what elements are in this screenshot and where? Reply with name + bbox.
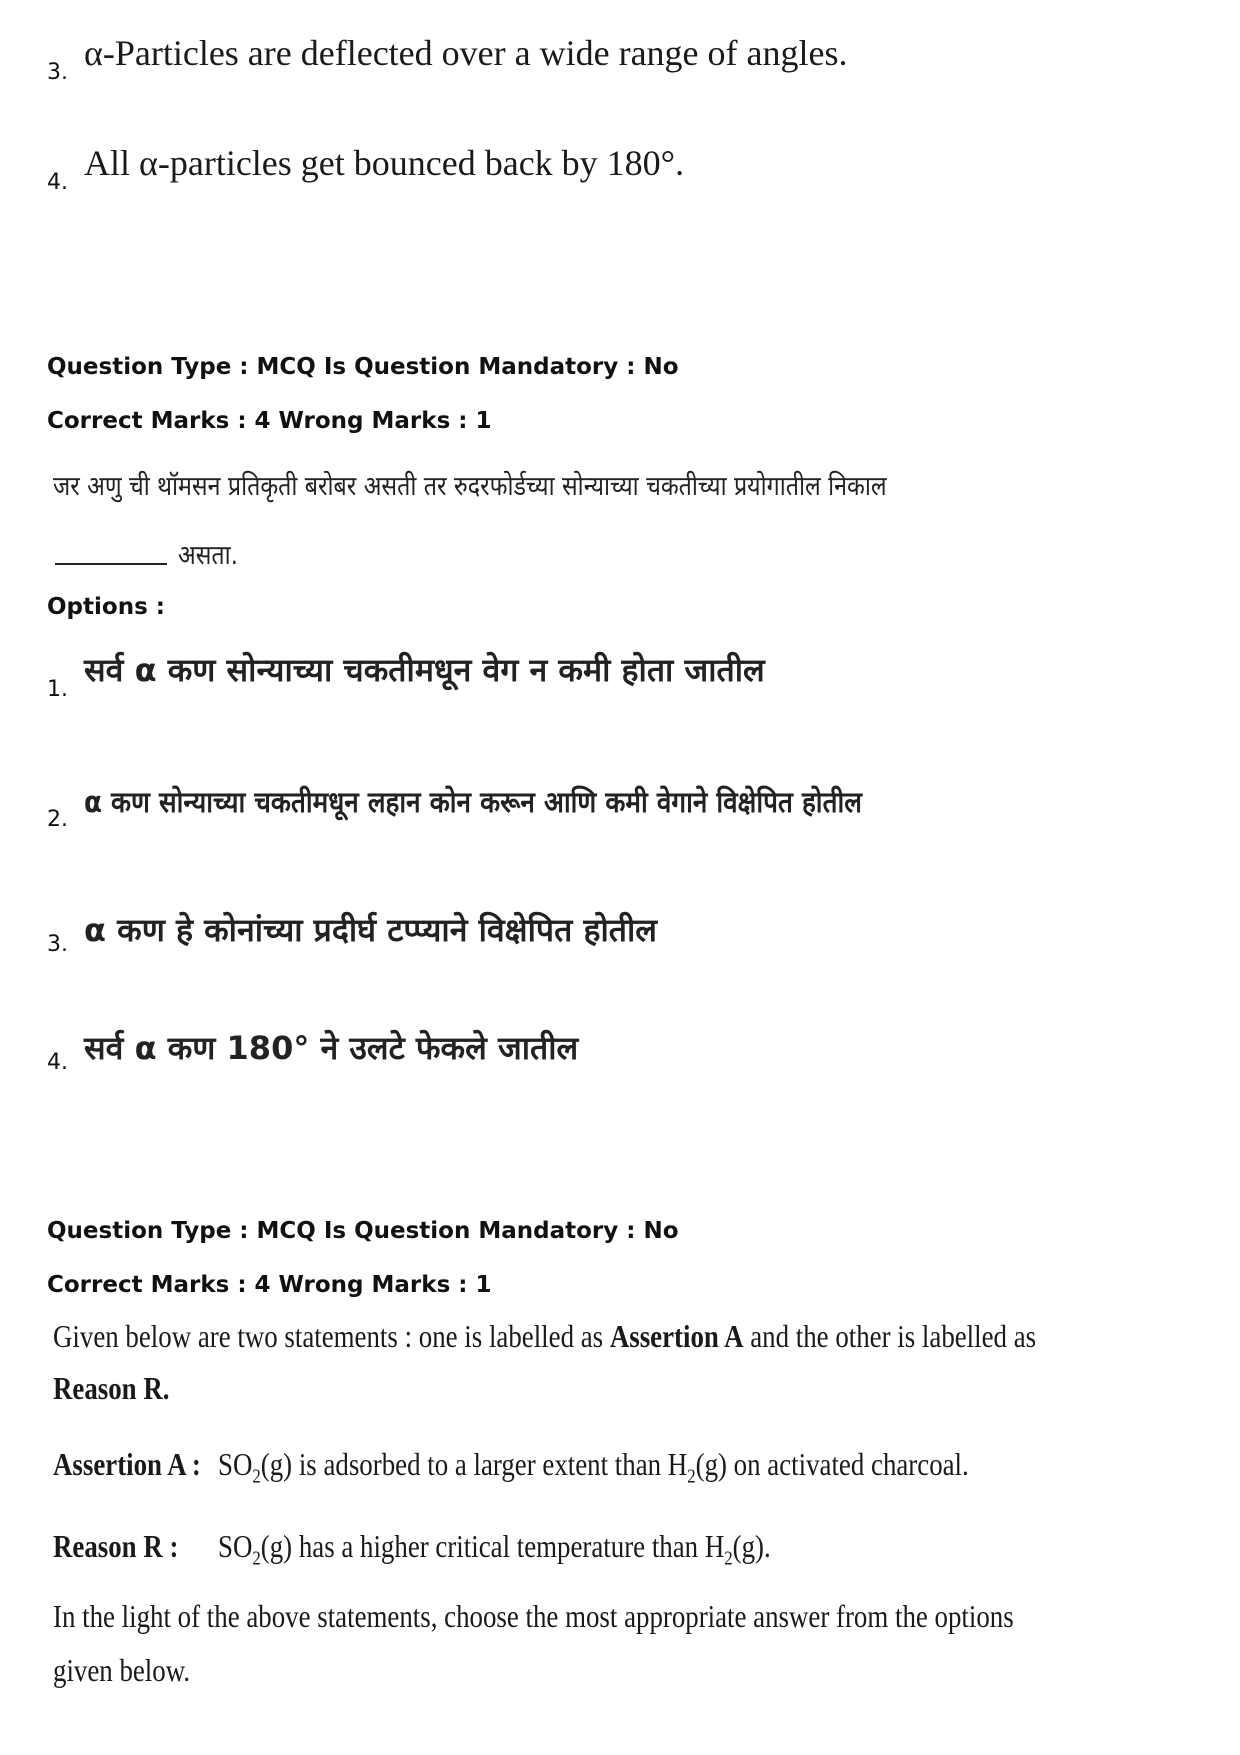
assertion-text: $SO_2(g)$ is adsorbed to a larger extent than $H_2(g)$ on activated charcoal. bbox=[218, 1446, 969, 1488]
option-text: सर्व α कण 180° ने उलटे फेकले जातील bbox=[84, 1029, 579, 1067]
option-number: 3. bbox=[47, 60, 68, 85]
option-number: 4. bbox=[47, 170, 68, 195]
question-type-line: Question Type : MCQ Is Question Mandatory : No bbox=[47, 354, 679, 380]
closing-line-2: given below. bbox=[53, 1652, 191, 1688]
option-number: 3. bbox=[47, 932, 68, 957]
closing-line-1: In the light of the above statements, choose the most appropriate answer from the options bbox=[53, 1598, 1014, 1634]
option-text: α कण हे कोनांच्या प्रदीर्घ टप्प्याने विक्षेपित होतील bbox=[84, 911, 657, 949]
question-type-line: Question Type : MCQ Is Question Mandatory : No bbox=[47, 1218, 679, 1244]
option-text: α कण सोन्याच्या चकतीमधून लहान कोन करून आणि कमी वेगाने विक्षेपित होतील bbox=[84, 785, 862, 819]
option-number: 4. bbox=[47, 1050, 68, 1075]
question-text-line-2: असता. bbox=[178, 540, 239, 571]
fill-in-blank bbox=[55, 563, 167, 565]
reason-text: $SO_2(g)$ has a higher critical temperature than $H_2(g)$. bbox=[218, 1528, 771, 1570]
marks-line: Correct Marks : 4 Wrong Marks : 1 bbox=[47, 1272, 492, 1298]
option-text: सर्व α कण सोन्याच्या चकतीमधून वेग न कमी होता जातील bbox=[84, 651, 765, 689]
option-text: α-Particles are deflected over a wide range of angles. bbox=[84, 33, 848, 73]
option-text: All α-particles get bounced back by 180°. bbox=[84, 143, 685, 183]
marks-line: Correct Marks : 4 Wrong Marks : 1 bbox=[47, 408, 492, 434]
assertion-label: Assertion A : bbox=[53, 1446, 201, 1482]
question-text-line-1: जर अणु ची थॉमसन प्रतिकृती बरोबर असती तर रुदरफोर्डच्या सोन्याच्या चकतीच्या प्रयोगातील निकाल bbox=[53, 471, 887, 502]
question-intro-line-2: Reason R. bbox=[53, 1370, 170, 1406]
reason-label: Reason R : bbox=[53, 1528, 179, 1564]
option-number: 1. bbox=[47, 677, 68, 702]
option-number: 2. bbox=[47, 807, 68, 832]
options-label: Options : bbox=[47, 594, 165, 620]
question-intro-line-1: Given below are two statements : one is labelled as Assertion A and the other is labelled as bbox=[53, 1318, 1037, 1354]
